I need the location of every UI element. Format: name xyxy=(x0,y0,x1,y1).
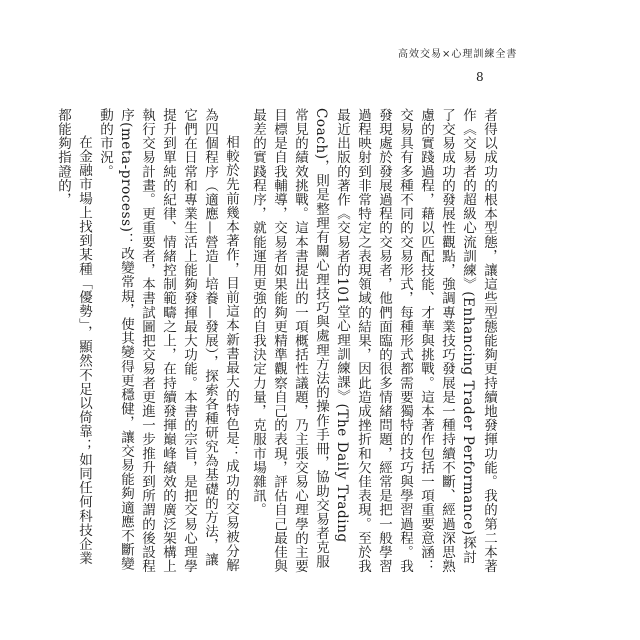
paragraph-1: 者得以成功的根本型態，讓這些型態能夠更持續地發揮功能。我的第二本著作《交易者的超級心流訓練》(Enhancing Trader Performance)探討了交易成功的發展性觀點，強調專業技巧發展是一種持續不斷、經過深思熟慮的實踐過程，藉以匹配技能、才華與挑戰。這本著作包括一項重要意涵：交易具有多種不同的交易形式，每種形式都需要獨特的技巧與學習過程。我發現處於發展過程的交易者，他們面臨的很多情緒問題，經常是把一般學習過程映射到非常特定之表現領域的結果，因此造成挫折和欠佳表現。至於我最近出版的著作《交易者的101堂心理訓練課》(The Daily Trading Coach)，則是整理有關心理技巧與處理方法的操作手冊，協助交易者克服常見的績效挑戰。這本書提出的一項概括性議題，乃主張交易心理學的主要目標是自我輔導，交易者如果能夠更精準觀察自己的表現，評估自己最佳與最差的實踐程序，就能運用更強的自我決定力量，克服市場雜訊。 xyxy=(250,108,497,574)
body-text xyxy=(55,108,499,578)
paragraph-2: 相較於先前幾本著作，目前這本新書最大的特色是：成功的交易被分解為四個程序（適應—營造—培養—發展），探索各種研究為基礎的方法，讓它們在日常和專業生活上能夠發揮最大功能。本書的宗旨，是把交易心理學提升到單純的紀律、情緒控制範疇之上，在持續發揮巔峰績效的廣泛架構上執行交易計畫。更重要者，本書試圖把交易者更進一步推升到所謂的後設程序(meta-process)：改變常規，使其變得更穩健，讓交易能夠適應不斷變動的市況。 xyxy=(97,108,239,574)
page-number: 8 xyxy=(476,70,484,84)
running-header-title: 高效交易×心理訓練全書 xyxy=(398,49,518,60)
paragraph-3: 在金融市場上找到某種「優勢」，顯然不足以倚靠；如同任何科技企業都能夠指證的， xyxy=(55,108,92,566)
